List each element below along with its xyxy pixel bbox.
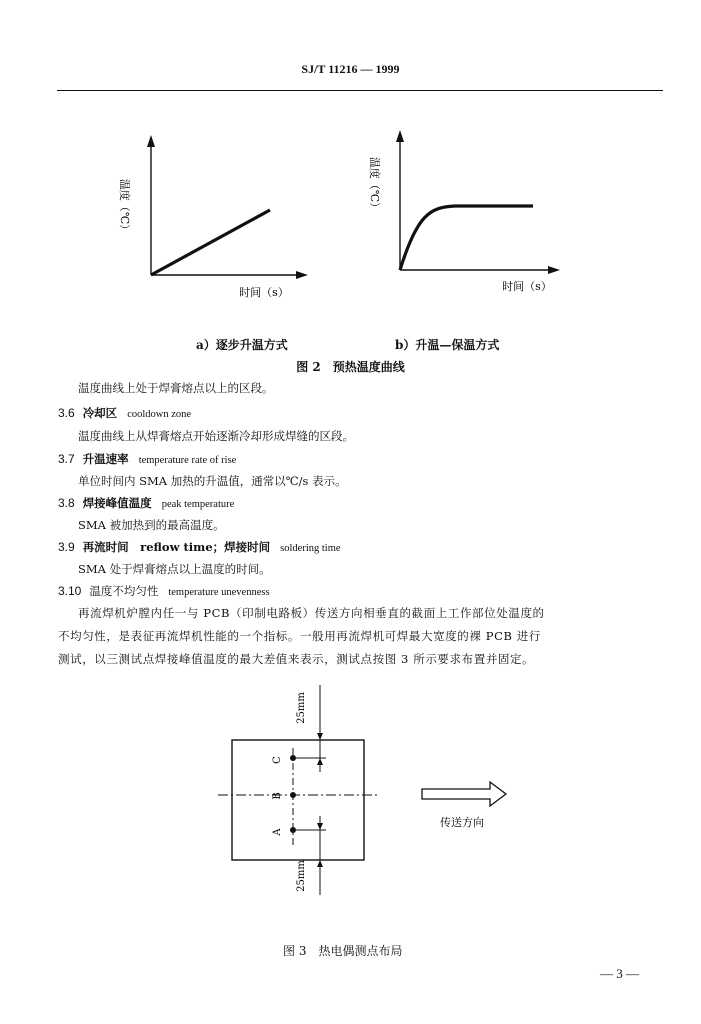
section-term-en: soldering time: [280, 543, 341, 554]
section-number: 3.8: [58, 496, 75, 510]
dimension-top-label: 25mm: [296, 692, 307, 724]
section-3-7-heading: [58, 451, 236, 467]
section-3-9-definition: SMA 处于焊膏熔点以上温度的时间。: [78, 562, 271, 576]
point-b-label: B: [272, 792, 283, 800]
page-number: — 3 —: [600, 966, 639, 981]
figure3-caption: 图 3 热电偶测点布局: [283, 944, 403, 958]
section-number: 3.6: [58, 406, 75, 420]
section-term-en: cooldown zone: [127, 409, 192, 420]
section-term-en: temperature rate of rise: [138, 455, 237, 466]
chart-b-curve: [400, 206, 533, 270]
figure2-caption-b: b）升温—保温方式: [395, 338, 500, 352]
section-number: 3.10: [58, 584, 82, 598]
bottom-dimension-arrow-down: [317, 823, 323, 830]
figure2-caption: 图 2 预热温度曲线: [296, 360, 405, 374]
top-dimension-arrow-up: [317, 758, 323, 765]
section-term-en: peak temperature: [161, 499, 235, 510]
top-dimension-arrow-down: [317, 733, 323, 740]
chart-b-x-arrow: [548, 266, 560, 274]
chart-b-ylabel: 温度（℃）: [368, 156, 381, 214]
header-rule: [57, 90, 663, 91]
point-c-label: C: [272, 756, 283, 764]
section-3-10-heading: [58, 583, 270, 599]
page-header: SJ/T 11216 — 1999: [301, 62, 400, 76]
chart-a-y-arrow: [147, 135, 155, 147]
section-term: 升温速率: [82, 452, 129, 466]
chart-b-y-arrow: [396, 130, 404, 142]
section-number: 3.9: [58, 540, 75, 554]
conveyor-direction-arrow-icon: [422, 782, 506, 806]
section-3-8-definition: SMA 被加热到的最高温度。: [78, 518, 225, 532]
paragraph-line-1: 再流焊机炉膛内任一与 PCB（印制电路板）传送方向相垂直的截面上工作部位处温度的: [78, 606, 545, 620]
section-number: 3.7: [58, 452, 75, 466]
chart-a-x-arrow: [296, 271, 308, 279]
dimension-bottom-label: 25mm: [296, 860, 307, 892]
bottom-dimension-arrow-up: [317, 860, 323, 867]
section-term: 焊接峰值温度: [82, 496, 152, 510]
chart-b-xlabel: 时间（s）: [502, 280, 552, 293]
paragraph-line-2: 不均匀性，是表征再流焊机性能的一个指标。一般用再流焊机可焊最大宽度的裸 PCB 进行: [58, 629, 541, 643]
chart-a-xlabel: 时间（s）: [239, 286, 289, 299]
chart-a-curve: [151, 210, 270, 275]
section-term: 温度不均匀性: [89, 584, 159, 598]
figure2-caption-a: a）逐步升温方式: [196, 338, 288, 352]
section-3-7-definition: 单位时间内 SMA 加热的升温值，通常以℃/s 表示。: [78, 474, 347, 488]
chart-b-heat-and-soak: [355, 115, 570, 300]
paragraph-line-3: 测试，以三测试点焊接峰值温度的最大差值来表示，测试点按图 3 所示要求布置并固定。: [58, 652, 535, 666]
figure3-thermocouple-layout: [200, 670, 520, 910]
section-3-6-definition: 温度曲线上从焊膏熔点开始逐渐冷却形成焊缝的区段。: [78, 429, 354, 443]
section-3-6-heading: [58, 405, 191, 421]
section-3-8-heading: [58, 495, 234, 511]
point-a-label: A: [272, 828, 283, 836]
direction-label: 传送方向: [440, 816, 484, 829]
chart-a-stepwise-heating: [105, 125, 315, 305]
section-term: 冷却区: [82, 406, 118, 420]
section-term-en: temperature unevenness: [168, 587, 270, 598]
chart-a-ylabel: 温度（℃）: [118, 178, 131, 236]
section-3-9-heading: [58, 539, 341, 555]
section-term: 再流时间 reflow time；焊接时间: [82, 540, 271, 554]
point-b-marker: [290, 792, 296, 798]
intro-line: 温度曲线上处于焊膏熔点以上的区段。: [78, 381, 274, 395]
